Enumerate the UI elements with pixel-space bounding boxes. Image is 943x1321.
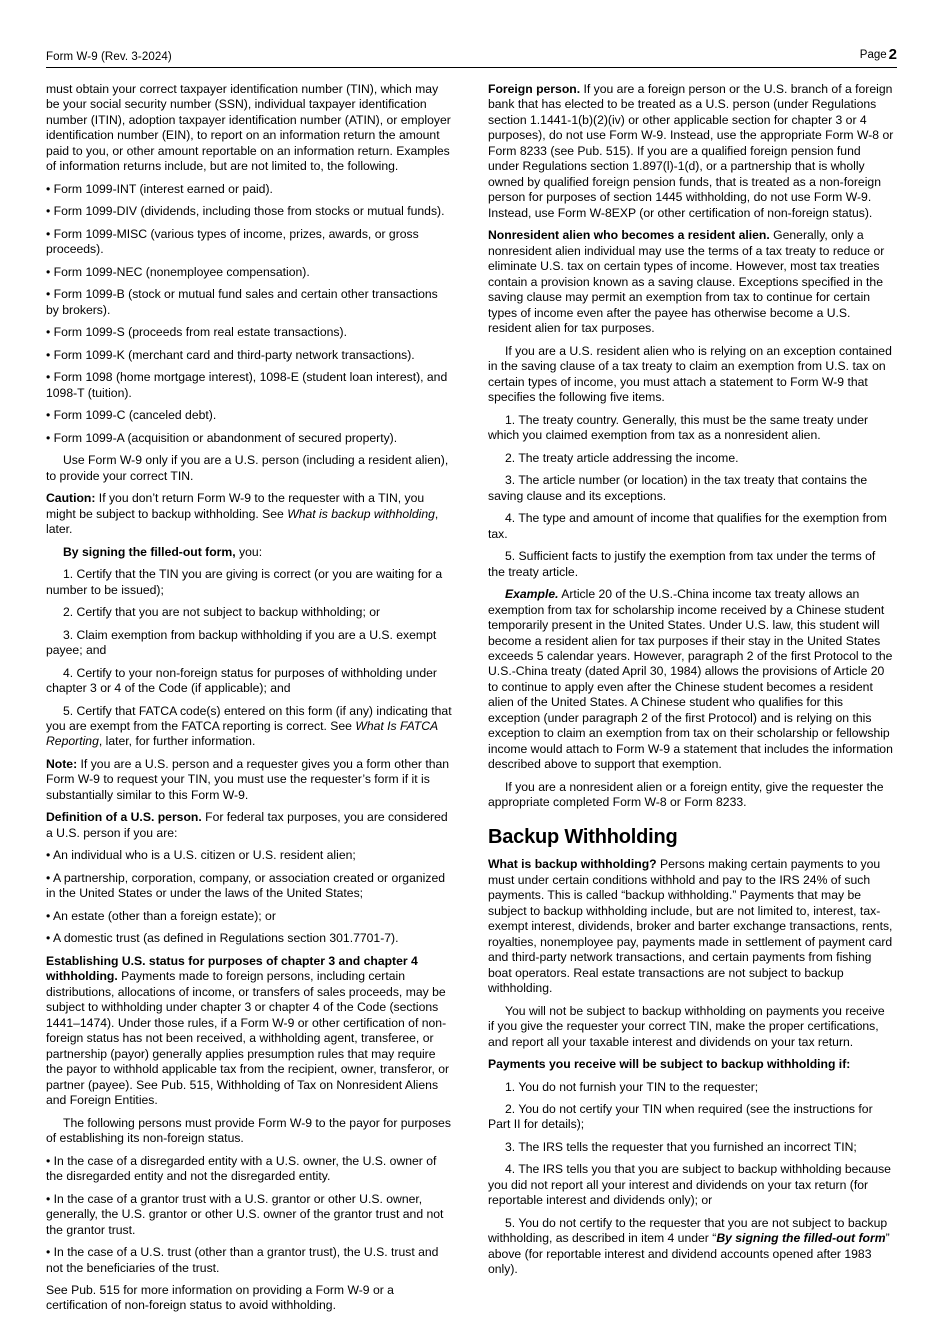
paragraph: See Pub. 515 for more information on providing a Form W-9 or a certification of non-foreign status to avoid withholding. <box>46 1283 394 1313</box>
paragraph: 4. The IRS tells you that you are subject to backup withholding because you did not report all your interest and dividends on your tax return (for reportable interest and dividends only); or <box>488 1162 891 1208</box>
paragraph: Example. Article 20 of the U.S.-China income tax treaty allows an exemption from tax for scholarship income received by a Chinese student temporarily present in the United States. Under U.S. law, this student will become a resident alien for tax purposes if their stay in the United States exceeds 5 calendar years. However, paragraph 2 of the first Protocol to the U.S.-China treaty (dated April 30, 1984) allows the provisions of Article 20 to continue to apply even after the Chinese student becomes a resident alien of the United States. A Chinese student who qualifies for this exception (under paragraph 2 of the first Protocol) and is relying on this exception to claim an exemption from tax on their scholarship or fellowship income would attach to Form W-9 a statement that includes the information described above to support that exemption. <box>488 587 893 772</box>
paragraph: 2. Certify that you are not subject to backup withholding; or <box>63 605 381 620</box>
paragraph: Foreign person. If you are a foreign person or the U.S. branch of a foreign bank that has elected to be treated as a U.S. person (under Regulations section 1.1441-1(b)(2)(iv) or other applicable section for chapter 3 or 4 purposes), do not use Form W-9. Instead, use the appropriate Form W-8 or Form 8233 (see Pub. 515). If you are a qualified foreign pension fund under Regulations section 1.897(l)-1(d), or a partnership that is wholly owned by qualified foreign pension funds, that is treated as a non-foreign person for purposes of section 1445 withholding, do not use Form W-9. Instead, use Form W-8EXP (or other certification of non-foreign status). <box>488 82 894 220</box>
list-item: • In the case of a disregarded entity with a U.S. owner, the U.S. owner of the disregarded entity and not the disregarded entity. <box>46 1153 437 1184</box>
list-item: • An individual who is a U.S. citizen or U.S. resident alien; <box>46 848 356 863</box>
right-column <box>488 82 894 1321</box>
paragraph: 2. You do not certify your TIN when required (see the instructions for Part II for details); <box>488 1102 873 1132</box>
two-column-body <box>46 82 897 1321</box>
list-item: • A domestic trust (as defined in Regulations section 301.7701-7). <box>46 931 399 946</box>
paragraph: 1. The treaty country. Generally, this must be the same treaty under which you claimed exemption from tax as a nonresident alien. <box>488 412 869 443</box>
paragraph: 5. You do not certify to the requester that you are not subject to backup withholding, as described in item 4 under “By signing the filled-out form” above (for reportable interest and dividend accounts opened after 1983 only). <box>488 1215 890 1277</box>
paragraph: 3. The IRS tells the requester that you furnished an incorrect TIN; <box>505 1139 857 1154</box>
list-item: • Form 1099-B (stock or mutual fund sales and certain other transactions by brokers). <box>46 287 438 317</box>
page-indicator <box>860 46 897 63</box>
list-item: • Form 1098 (home mortgage interest), 1098-E (student loan interest), and 1098-T (tuition). <box>46 370 448 400</box>
list-item: • In the case of a U.S. trust (other than a grantor trust), the U.S. trust and not the beneficiaries of the trust. <box>46 1245 439 1275</box>
paragraph: Note: If you are a U.S. person and a requester gives you a form other than Form W-9 to request your TIN, you must use the requester’s form if it is substantially similar to this Form W-9. <box>46 756 450 802</box>
paragraph: 4. Certify to your non-foreign status for purposes of withholding under chapter 3 or 4 of the Code (if applicable); and <box>46 665 437 696</box>
list-item: • Form 1099-C (canceled debt). <box>46 408 217 423</box>
paragraph: 2. The treaty article addressing the income. <box>505 450 739 465</box>
list-item: • An estate (other than a foreign estate); or <box>46 908 276 923</box>
paragraph: Caution: If you don’t return Form W-9 to the requester with a TIN, you might be subject to backup withholding. See What is backup withholding, later. <box>46 491 439 537</box>
paragraph: If you are a nonresident alien or a foreign entity, give the requester the appropriate completed Form W-8 or Form 8233. <box>488 779 884 810</box>
paragraph: If you are a U.S. resident alien who is relying on an exception contained in the saving clause of a tax treaty to claim an exemption from U.S. tax on certain types of income, you must attach a statement to Form W-9 that specifies the following five items. <box>488 343 892 405</box>
page-header <box>46 46 897 68</box>
paragraph: 3. The article number (or location) in the tax treaty that contains the saving clause and its exceptions. <box>488 473 868 503</box>
paragraph: Definition of a U.S. person. For federal tax purposes, you are considered a U.S. person if you are: <box>46 810 448 840</box>
paragraph: 5. Certify that FATCA code(s) entered on this form (if any) indicating that you are exempt from the FATCA reporting is correct. See What Is FATCA Reporting, later, for further information. <box>46 703 452 749</box>
paragraph: By signing the filled-out form, you: <box>63 544 263 559</box>
paragraph: 1. You do not furnish your TIN to the requester; <box>505 1079 759 1094</box>
page-number: 2 <box>888 46 897 63</box>
form-label: Form W-9 (Rev. 3-2024) <box>46 51 172 63</box>
paragraph: 5. Sufficient facts to justify the exemption from tax under the terms of the treaty article. <box>488 549 876 579</box>
list-item: • Form 1099-NEC (nonemployee compensation). <box>46 264 310 279</box>
list-item: • Form 1099-INT (interest earned or paid). <box>46 181 273 196</box>
list-item: • Form 1099-MISC (various types of income, prizes, awards, or gross proceeds). <box>46 226 419 257</box>
paragraph: must obtain your correct taxpayer identification number (TIN), which may be your social security number (SSN), individual taxpayer identification number (ITIN), adoption taxpayer identification number (ATIN), or employer identification number (EIN), to report on an information return the amount paid to you, or other amount reportable on an information return. Examples of information returns include, but are not limited to, the following. <box>46 82 451 174</box>
left-column <box>46 82 452 1321</box>
list-item: • Form 1099-DIV (dividends, including those from stocks or mutual funds). <box>46 204 445 219</box>
paragraph: Use Form W-9 only if you are a U.S. person (including a resident alien), to provide your correct TIN. <box>46 453 449 483</box>
list-item: • A partnership, corporation, company, or association created or organized in the United States or under the laws of the United States; <box>46 870 446 901</box>
paragraph: Payments you receive will be subject to backup withholding if: <box>488 1057 851 1072</box>
list-item: • Form 1099-A (acquisition or abandonment of secured property). <box>46 430 398 445</box>
paragraph: Establishing U.S. status for purposes of chapter 3 and chapter 4 withholding. Payments made to foreign persons, including certain distributions, allocations of income, or transfers of sales proceeds, may be subject to withholding under chapter 3 or chapter 4 of the Code (sections 1441–1474). Under those rules, if a Form W-9 or other certification of non-foreign status has not been received, a withholding agent, transferee, or partnership (payor) generally applies presumption rules that may require the payor to withhold applicable tax from the recipient, owner, transferor, or partner (payee). See Pub. 515, Withholding of Tax on Nonresident Aliens and Foreign Entities. <box>46 953 450 1108</box>
paragraph: 1. Certify that the TIN you are giving is correct (or you are waiting for a number to be issued); <box>46 567 443 597</box>
page-label: Page <box>859 49 887 61</box>
list-item: • Form 1099-S (proceeds from real estate transactions). <box>46 325 347 340</box>
paragraph: 4. The type and amount of income that qualifies for the exemption from tax. <box>488 511 887 541</box>
paragraph: Nonresident alien who becomes a resident alien. Generally, only a nonresident alien individual may use the terms of a tax treaty to reduce or eliminate U.S. tax on certain types of income. However, most tax treaties contain a provision known as a saving clause. Exceptions specified in the saving clause may permit an exemption from tax to continue for certain types of income even after the payee has otherwise become a U.S. resident alien for tax purposes. <box>488 228 885 336</box>
paragraph: 3. Claim exemption from backup withholding if you are a U.S. exempt payee; and <box>46 627 437 658</box>
paragraph: You will not be subject to backup withholding on payments you receive if you give the requester your correct TIN, make the proper certifications, and report all your taxable interest and dividends on your tax return. <box>488 1003 885 1049</box>
paragraph: The following persons must provide Form W-9 to the payor for purposes of establishing its non-foreign status. <box>46 1115 451 1146</box>
paragraph: What is backup withholding? Persons making certain payments to you must under certain conditions withhold and pay to the IRS 24% of such payments. This is called “backup withholding.” Payments that may be subject to backup withholding include, but are not limited to, interest, tax-exempt interest, dividends, broker and barter exchange transactions, rents, royalties, nonemployee pay, payments made in settlement of payment card and third-party network transactions, and certain payments from fishing boat operators. Real estate transactions are not subject to backup withholding. <box>488 857 893 996</box>
list-item: • Form 1099-K (merchant card and third-party network transactions). <box>46 347 415 362</box>
list-item: • In the case of a grantor trust with a U.S. grantor or other U.S. owner, generally, the U.S. grantor or other U.S. owner of the grantor trust and not the grantor trust. <box>46 1191 444 1237</box>
section-heading: Backup Withholding <box>488 825 678 848</box>
